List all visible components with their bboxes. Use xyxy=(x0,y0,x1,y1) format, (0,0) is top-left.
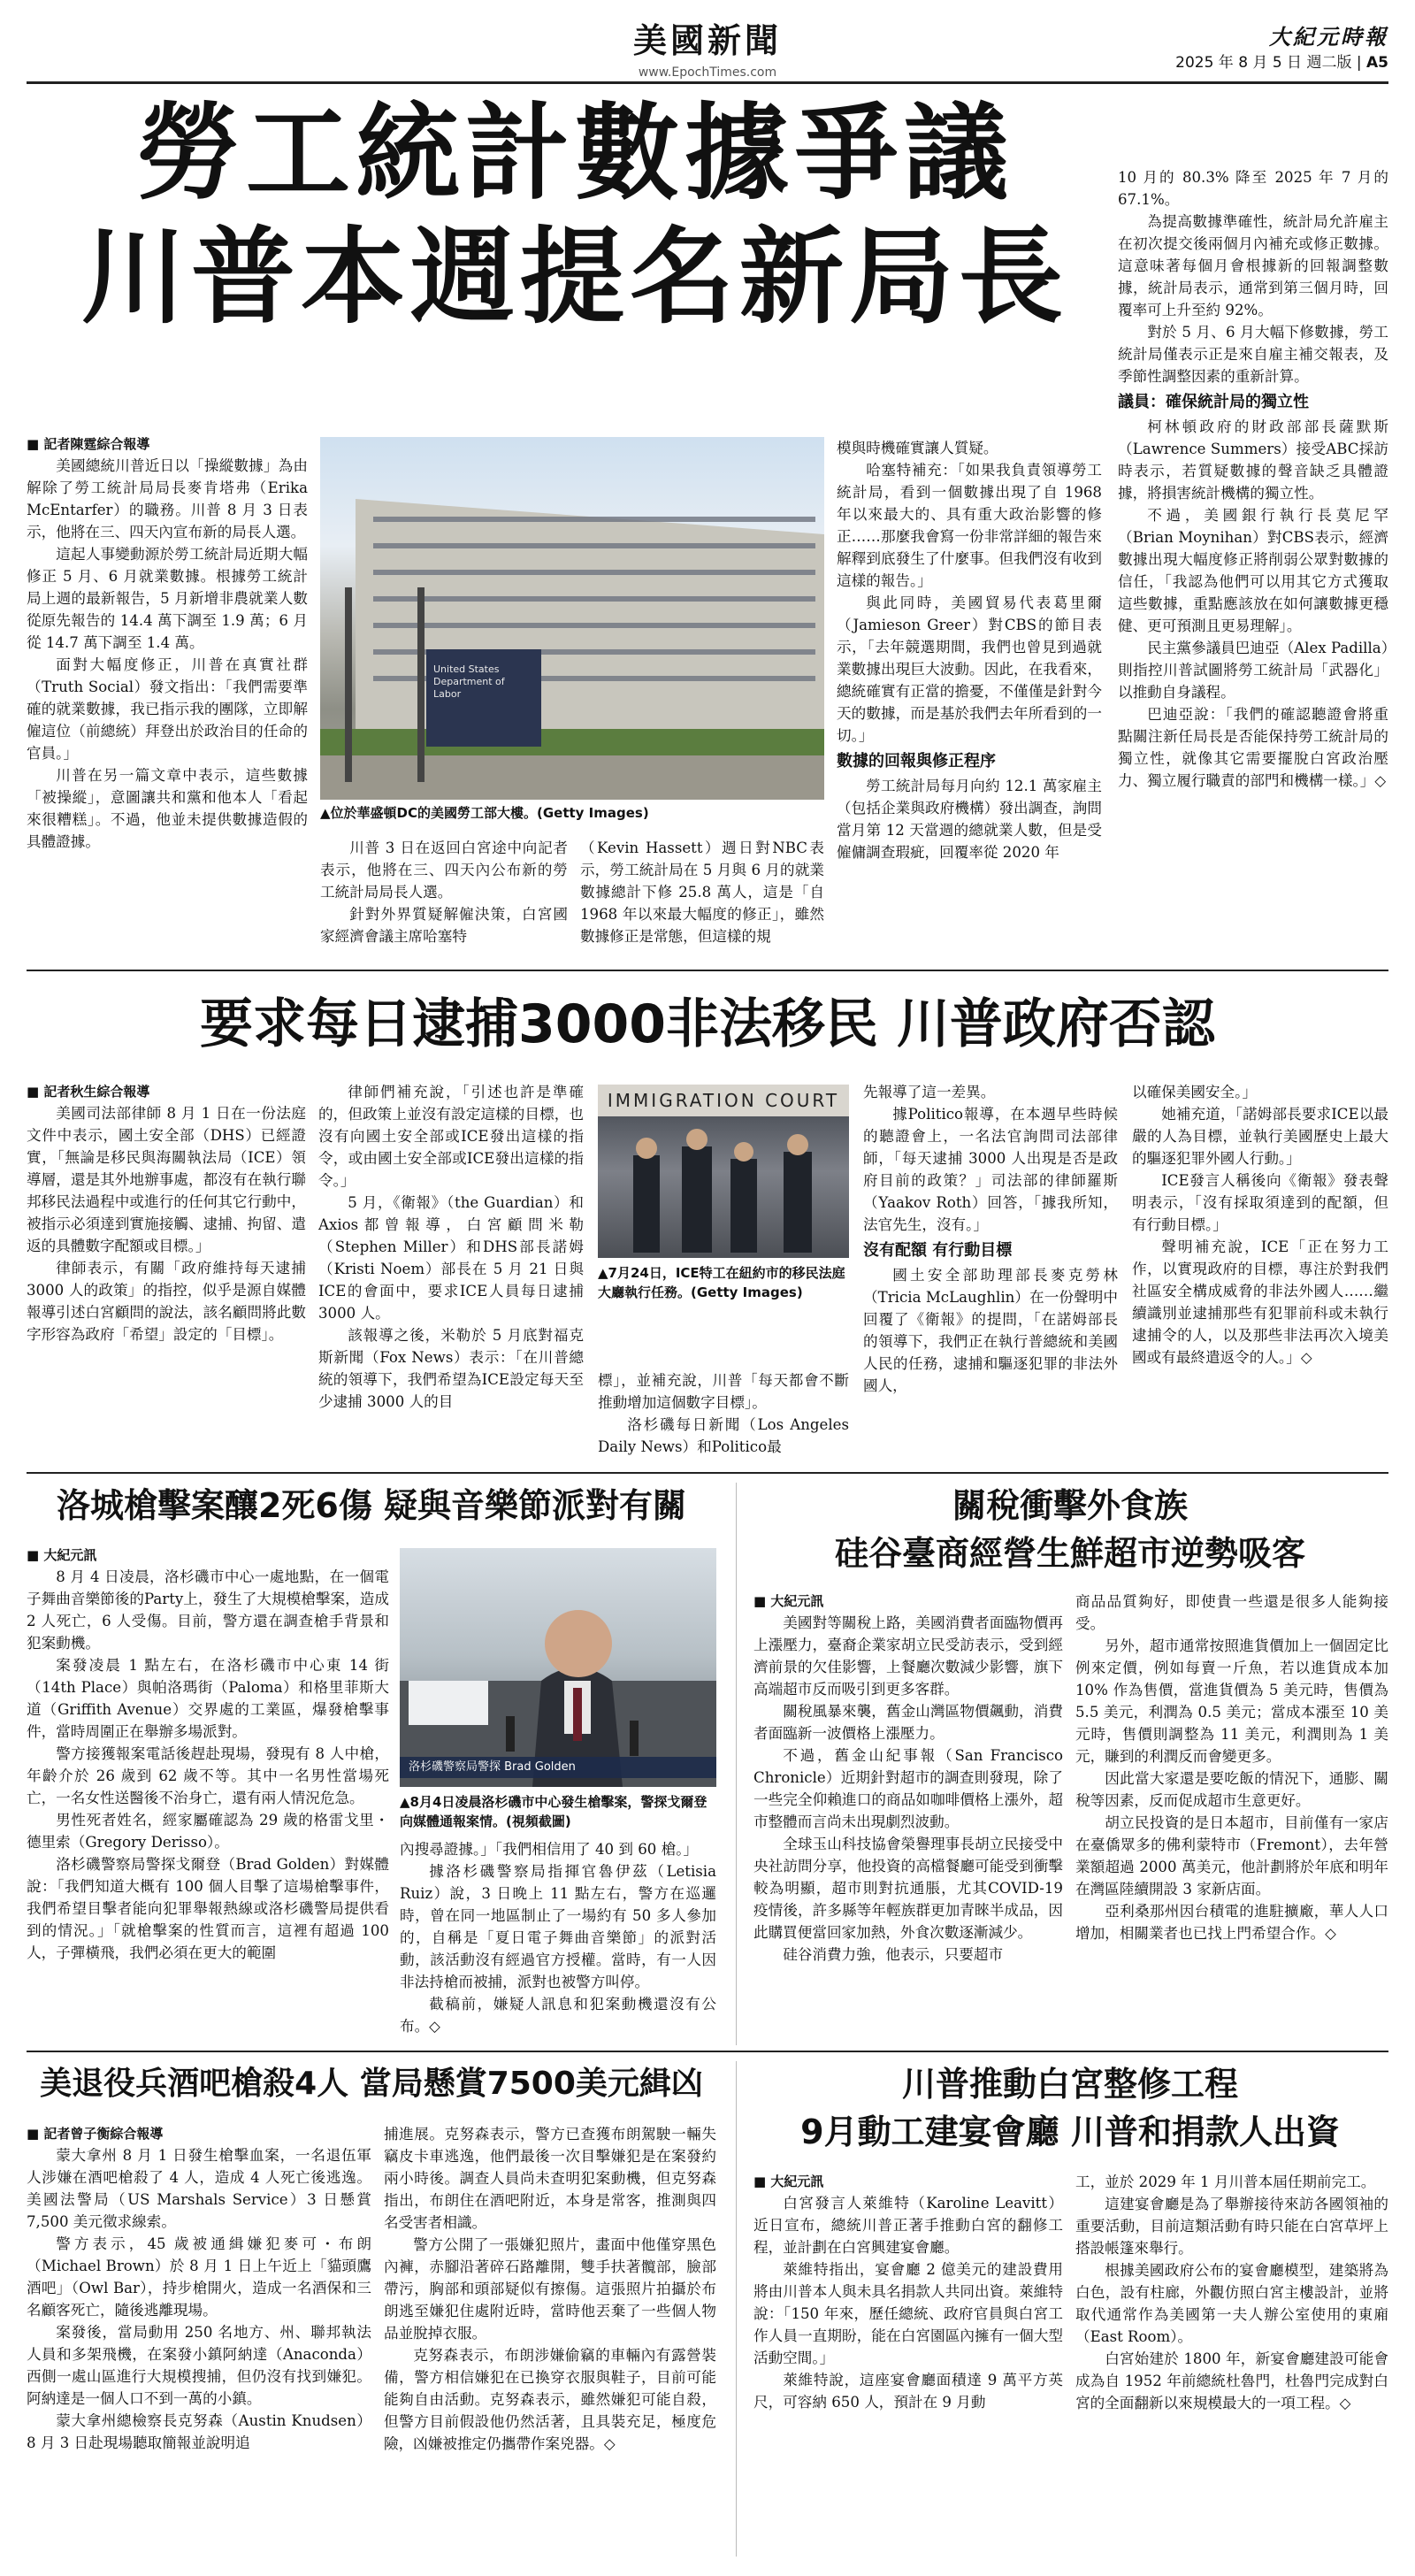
article2-col5 xyxy=(1132,1081,1388,1461)
divider xyxy=(27,970,1388,971)
paragraph: 警方表示，45 歲被通緝嫌犯麥可・布朗（Michael Brown）於 8 月 1 日上午近上「貓頭鷹酒吧」（Owl Bar），持步槍開火，造成一名酒保和三名顧客死亡，隨後逃離現場。 xyxy=(27,2235,371,2319)
article1-subhead-data: 數據的回報與修正程序 xyxy=(837,752,996,770)
article5-byline: ■ 記者曾子衡綜合報導 xyxy=(27,2123,371,2144)
paragraph: 川普在另一篇文章中表示，這些數據「被操縱」，意圖讓共和黨和他本人「看起來很糟糕」。不過，他並未提供數據造假的具體證據。 xyxy=(27,767,308,850)
paragraph: 律師表示，有關「政府維持每天逮捕 3000 人的政策」的指控，似乎是源自媒體報導引述白宮顧問的說法，該名顧問將此數字形容為政府「希望」設定的「目標」。 xyxy=(27,1260,306,1343)
website-url: www.EpochTimes.com xyxy=(638,65,777,80)
paragraph: 川普 3 日在返回白宮途中向記者表示，他將在三、四天內公布新的勞工統計局局長人選。 xyxy=(320,840,568,901)
paragraph: 另外，超市通常按照進貨價加上一個固定比例來定價，例如每賣一斤魚，若以進貨成本加 10% 作為售價，當進貨價為 5 美元時，售價為 5.5 美元，利潤為 0.5 美元；當成本漲至 10 美元時，售價則調整為 11 美元，利潤則為 1 美元，賺到的利潤反而會變更多。 xyxy=(1075,1637,1388,1765)
paragraph: ICE發言人稱後向《衛報》發表聲明表示，「沒有採取須達到的配額，但有行動目標。」 xyxy=(1132,1172,1388,1233)
paragraph: 這建宴會廳是為了舉辦接待來訪各國領袖的重要活動，目前這類活動有時只能在白宮草坪上搭設帳篷來舉行。 xyxy=(1075,2196,1388,2257)
article1-col2 xyxy=(320,837,568,955)
paragraph: 工，並於 2029 年 1 月川普本屆任期前完工。 xyxy=(1075,2174,1376,2190)
paragraph: 勞工統計局每月向約 12.1 萬家雇主（包括企業與政府機構）發出調查，詢問當月第 12 天當週的總就業人數，但是受僱傭調查瑕疵，回覆率從 2020 年 xyxy=(837,778,1102,861)
article2-col1 xyxy=(27,1081,306,1461)
article6-col2 xyxy=(1075,2171,1388,2558)
article1-col3 xyxy=(580,837,824,955)
labor-department-photo xyxy=(320,437,824,800)
paragraph: 案發凌晨 1 點左右，在洛杉磯市中心東 14 街（14th Place）與帕洛瑪街（Paloma）和格里菲斯大道（Griffith Avenue）交界處的工業區，爆發槍擊事件，當時周圍正在舉辦多場派對。 xyxy=(27,1657,389,1740)
masthead-rule xyxy=(27,81,1388,84)
paragraph: 美國司法部律師 8 月 1 日在一份法庭文件中表示，國土安全部（DHS）已經證實，「無論是移民與海關執法局（ICE）領導層，還是其外地辦事處，都沒有在執行聯邦移民法過程中或進行的任何其它行動中，被指示必須達到實施接觸、逮捕、拘留、遣返的具體數字配額或目標。」 xyxy=(27,1105,306,1254)
article2-col2 xyxy=(318,1081,584,1461)
paragraph: （Kevin Hassett）週日對NBC表示，勞工統計局在 5 月與 6 月的就業數據總計下修 25.8 萬人，這是「自 1968 年以來最大幅度的修正」，雖然數據修正是常態，但這樣的規 xyxy=(580,840,824,945)
paragraph: 巴迪亞說：「我們的確認聽證會將重點關注新任局長是否能保持勞工統計局的獨立性，就像其它需要擺脫白宮政治壓力、獨立履行職責的部門和機構一樣。」◇ xyxy=(1118,706,1388,789)
paragraph: 白宮發言人萊維特（Karoline Leavitt）近日宣布，總統川普正著手推動白宮的翻修工程，並計劃在白宮興建宴會廳。 xyxy=(753,2195,1063,2256)
paragraph: 先報導了這一差異。 xyxy=(863,1084,996,1100)
article1-headline-line2: 川普本週提名新局長 xyxy=(80,216,1068,338)
article1-col1 xyxy=(27,433,308,955)
article6-headline-line2: 9月動工建宴會廳 川普和捐款人出資 xyxy=(800,2112,1340,2151)
article2-photo-caption: ▲7月24日，ICE特工在紐約市的移民法庭大廳執行任務。(Getty Images) xyxy=(598,1265,845,1300)
issue-date xyxy=(1044,50,1388,72)
paragraph: 男性死者姓名，經家屬確認為 29 歲的格雷戈里・德里索（Gregory Derisso）。 xyxy=(27,1812,389,1851)
paragraph: 8 月 4 日凌晨，洛杉磯市中心一處地點，在一個電子舞曲音樂節後的Party上，發生了大規模槍擊案，造成 2 人死亡，6 人受傷。目前，警方還在調查槍手背景和犯案動機。 xyxy=(27,1568,389,1652)
article3-col1 xyxy=(27,1545,389,2040)
paragraph: 關稅風暴來襲，舊金山灣區物價飆動，消費者面臨新一波價格上漲壓力。 xyxy=(753,1703,1063,1742)
page-number: A5 xyxy=(1366,54,1388,72)
paragraph: 美國總統川普近日以「操縱數據」為由解除了勞工統計局局長麥肯塔弗（Erika McEntarfer）的職務。川普 8 月 3 日表示，他將在三、四天內宣布新的局長人選。 xyxy=(27,457,308,540)
paragraph: 不過，舊金山紀事報（San Francisco Chronicle）近期針對超市的調查則發現，除了一些完全仰賴進口的商品如咖啡價格上漲外，超市整體而言尚未出現劇烈波動。 xyxy=(753,1747,1063,1830)
paragraph: 洛杉磯每日新聞（Los Angeles Daily News）和Politico最 xyxy=(598,1416,849,1455)
paragraph: 為提高數據準確性，統計局允許雇主在初次提交後兩個月內補充或修正數據。這意味著每個月會根據新的回報調整數據，統計局表示，通常到第三個月時，回覆率可上升至約 92%。 xyxy=(1118,213,1388,318)
paragraph: 內搜尋證據。」「我們相信用了 40 到 60 槍。」 xyxy=(400,1841,699,1858)
article4-headline-line1: 關稅衝擊外食族 xyxy=(952,1486,1188,1525)
article1-byline: ■ 記者陳霆綜合報導 xyxy=(27,433,308,455)
paragraph: 克努森表示，布朗涉嫌偷竊的車輛內有露營裝備，警方相信嫌犯在已換穿衣服與鞋子，目前可能能夠自由活動。克努森表示，雖然嫌犯可能自殺，但警方目前假設他仍然活著，且具裝充足，極度危險，凶嫌被推定仍攜帶作案兇器。◇ xyxy=(384,2347,716,2452)
paragraph: 警方公開了一張嫌犯照片，畫面中他僅穿黑色內褲，赤腳沿著碎石路離開，雙手扶著髖部，臉部帶污，胸部和頭部疑似有擦傷。這張照片拍攝於布朗逃至嫌犯住處附近時，當時他丟棄了一些個人物品並脫掉衣服。 xyxy=(384,2236,716,2342)
article4-col1 xyxy=(753,1591,1063,2040)
lower-third-caption: 洛杉磯警察局警探 Brad Golden xyxy=(409,1760,576,1774)
detective-press-photo xyxy=(400,1548,716,1787)
immigration-court-photo xyxy=(598,1085,849,1258)
article3-photo-caption: ▲8月4日凌晨洛杉磯市中心發生槍擊案，警探戈爾登向媒體通報案情。(視頻截圖) xyxy=(400,1794,708,1829)
article5-col1 xyxy=(27,2123,371,2558)
paragraph: 國土安全部助理部長麥克勞林（Tricia McLaughlin）在一份聲明中回覆了《衛報》的提問，「在諾姆部長的領導下，我們正在執行普總統和美國人民的任務，逮捕和驅逐犯罪的非法外國人， xyxy=(863,1267,1118,1394)
paragraph: 美國對等關稅上路，美國消費者面臨物價再上漲壓力，臺裔企業家胡立民受訪表示，受到經濟前景的欠佳影響，上餐廳次數減少影響，旗下高端超市反而吸引到更多客群。 xyxy=(753,1614,1063,1698)
paragraph: 亞利桑那州因台積電的進駐擴廠，華人人口增加，相關業者也已找上門希望合作。◇ xyxy=(1075,1903,1388,1942)
article2-byline: ■ 記者秋生綜合報導 xyxy=(27,1081,306,1102)
article1-subhead-independence: 議員：確保統計局的獨立性 xyxy=(1118,393,1309,411)
paragraph: 5 月，《衛報》（the Guardian）和Axios都曾報導，白宮顧問米勒（Stephen Miller）和DHS部長諾姆（Kristi Noem）部長在 5 月 21 日與ICE的會面中，要求ICE人員每日逮捕 3000 人。 xyxy=(318,1194,584,1322)
article4-headline-line2: 硅谷臺商經營生鮮超市逆勢吸客 xyxy=(834,1534,1305,1573)
press-briefing-illustration xyxy=(400,1548,716,1787)
paragraph: 聲明補充說，ICE「正在努力工作，以實現政府的目標，專注於對我們社區安全構成威脅的非法外國人……繼續識別並逮捕那些有犯罪前科或未執行逮捕令的人，以及那些非法再次入境美國或有最終遣返令的人。」◇ xyxy=(1132,1238,1388,1366)
paragraph: 這起人事變動源於勞工統計局近期大幅修正 5 月、6 月就業數據。根據勞工統計局上週的最新報告，5 月新增非農就業人數從原先報告的 14.4 萬下調至 1.9 萬；6 月從 14.7 萬下調至 1.4 萬。 xyxy=(27,546,308,651)
department-sign: United States Department of Labor xyxy=(433,663,505,700)
article5-headline: 美退役兵酒吧槍殺4人 當局懸賞7500美元緝凶 xyxy=(40,2066,703,2102)
paragraph: 以確保美國安全。」 xyxy=(1132,1084,1258,1100)
paragraph: 民主黨參議員巴迪亞（Alex Padilla）則指控川普試圖將勞工統計局「武器化」以推動自身議程。 xyxy=(1118,640,1388,701)
paragraph: 據洛杉磯警察局指揮官魯伊茲（Letisia Ruiz）說，3 日晚上 11 點左右，警方在巡邏時，曾在同一地區制止了一場約有 50 多人參加的，自稱是「夏日電子舞曲音樂節」的派對活動，該活動沒有經過官方授權。當時，有一人因非法持槍而被捕，派對也被警方叫停。 xyxy=(400,1863,716,1990)
building-illustration xyxy=(320,437,824,800)
paragraph: 不過，美國銀行執行長莫尼罕（Brian Moynihan）對CBS表示，經濟數據出現大幅度修正將削弱公眾對數據的信任，「我認為他們可以用其它方式獲取這些數據，重點應該放在如何讓數據更穩健、更可預測且更易理解」。 xyxy=(1118,507,1388,634)
paragraph: 對於 5 月、6 月大幅下修數據，勞工統計局僅表示正是來自雇主補交報表，及季節性調整因素的重新計算。 xyxy=(1118,324,1388,385)
divider xyxy=(27,1472,1388,1474)
paragraph: 柯林頓政府的財政部部長薩默斯（Lawrence Summers）接受ABC採訪時表示，若質疑數據的聲音缺乏具體證據，將損害統計機構的獨立性。 xyxy=(1118,418,1388,502)
article3-headline: 洛城槍擊案釀2死6傷 疑與音樂節派對有關 xyxy=(56,1486,687,1525)
paragraph: 警方接獲報案電話後趕赴現場，發現有 8 人中槍，年齡介於 26 歲到 62 歲不等。其中一名男性當場死亡，一名女性送醫後不治身亡，還有兩人情況危急。 xyxy=(27,1745,389,1806)
section-title: 美國新聞 xyxy=(632,21,782,60)
paragraph: 與此同時，美國貿易代表葛里爾（Jamieson Greer）對CBS的節目表示，「去年競選期間，我們也曾見到過就業數據出現巨大波動。因此，在我看來，總統確實有正當的擔憂，不僅僅是針對今天的數據，而是基於我們去年所看到的一切。」 xyxy=(837,594,1102,744)
article4-col2 xyxy=(1075,1591,1388,2040)
article4-byline: ■ 大紀元訊 xyxy=(753,1591,1063,1612)
court-sign: IMMIGRATION COURT xyxy=(607,1090,840,1111)
paragraph: 律師們補充說，「引述也許是準確的，但政策上並沒有設定這樣的目標，也沒有向國土安全部或ICE發出這樣的指令，或由國土安全部或ICE發出這樣的指令。」 xyxy=(318,1084,584,1189)
article1-col5 xyxy=(1118,166,1388,955)
article3-col2 xyxy=(400,1838,716,2040)
article3-byline: ■ 大紀元訊 xyxy=(27,1545,389,1566)
article2-subhead: 沒有配額 有行動目標 xyxy=(863,1241,1013,1260)
paragraph: 萊維特說，這座宴會廳面積達 9 萬平方英尺，可容納 650 人，預計在 9 月動 xyxy=(753,2372,1063,2411)
column-divider xyxy=(736,2061,737,2557)
paragraph: 洛杉磯警察局警探戈爾登（Brad Golden）對媒體說：「我們知道大概有 100 個人目擊了這場槍擊事件，我們希望目擊者能向犯罪舉報熱線或洛杉磯警局提供看到的情況。」「就槍擊案的性質而言，這裡有超過 100 人，子彈橫飛，我們必須在更大的範圍 xyxy=(27,1856,389,1961)
paragraph: 10 月的 80.3% 降至 2025 年 7 月的 67.1%。 xyxy=(1118,169,1388,208)
paragraph: 模與時機確實讓人質疑。 xyxy=(837,440,998,456)
article6-headline-line1: 川普推動白宮整修工程 xyxy=(901,2065,1238,2104)
article2-col3 xyxy=(598,1369,849,1461)
paragraph: 硅谷消費力強，他表示，只要超市 xyxy=(783,1946,1004,1963)
article2-col4 xyxy=(863,1081,1118,1461)
paragraph: 針對外界質疑解僱決策，白宮國家經濟會議主席哈塞特 xyxy=(320,906,568,945)
paragraph: 根據美國政府公布的宴會廳模型，建築將為白色，設有柱廊，外觀仿照白宮主樓設計，並將取代通常作為美國第一夫人辦公室使用的東廂（East Room）。 xyxy=(1075,2262,1388,2345)
paragraph: 蒙大拿州總檢察長克努森（Austin Knudsen）8 月 3 日赴現場聽取簡報並說明追 xyxy=(27,2412,371,2451)
paragraph: 據Politico報導，在本週早些時候的聽證會上，一名法官詢問司法部律師，「每天逮捕 3000 人出現是否是政府目前的政策？」司法部的律師羅斯（Yaakov Roth）回答，「據我所知，法官先生，沒有。」 xyxy=(863,1106,1118,1233)
paragraph: 胡立民投資的是日本超市，目前僅有一家店在臺僑眾多的佛利蒙特市（Fremont），去年營業額超過 2000 萬美元，他計劃將於年底和明年在灣區陸續開設 3 家新店面。 xyxy=(1075,1814,1388,1898)
paragraph: 哈塞特補充：「如果我負責領導勞工統計局，看到一個數據出現了自 1968 年以來最大的、具有重大政治影響的修正……那麼我會寫一份非常詳細的報告來解釋到底發生了什麼事。但我們沒有收到這樣的報告。」 xyxy=(837,462,1102,589)
paragraph: 白宮始建於 1800 年，新宴會廳建設可能會成為自 1952 年前總統杜魯門，杜魯門完成對白宮的全面翻新以來規模最大的一項工程。◇ xyxy=(1075,2350,1388,2411)
paragraph: 蒙大拿州 8 月 1 日發生槍擊血案，一名退伍軍人涉嫌在酒吧槍殺了 4 人，造成 4 人死亡後逃逸。美國法警局（US Marshals Service）3 日懸賞 7,500 美元徵求線索。 xyxy=(27,2147,371,2230)
divider xyxy=(27,2051,1388,2052)
article2-headline: 要求每日逮捕3000非法移民 川普政府否認 xyxy=(200,993,1215,1055)
article1-headline-line1: 勞工統計數據爭議 xyxy=(135,92,1013,214)
paragraph: 商品品質夠好，即使貴一些還是很多人能夠接受。 xyxy=(1075,1593,1388,1632)
paragraph: 面對大幅度修正，川普在真實社群（Truth Social）發文指出：「我們需要準確的就業數據，我已指示我的團隊，立即解僱這位（前總統）拜登出於政治目的任命的官員。」 xyxy=(27,656,308,762)
article5-col2 xyxy=(384,2123,716,2558)
article6-byline: ■ 大紀元訊 xyxy=(753,2171,1063,2192)
paragraph: 該報導之後，米勒於 5 月底對福克斯新聞（Fox News）表示：「在川普總統的領導下，我們希望為ICE設定每天至少逮捕 3000 人的目 xyxy=(318,1327,584,1410)
column-divider xyxy=(736,1483,737,2045)
article1-col4 xyxy=(837,437,1102,955)
article1-photo-caption: ▲位於華盛頓DC的美國勞工部大樓。(Getty Images) xyxy=(320,805,649,821)
paragraph: 萊維特指出，宴會廳 2 億美元的建設費用將由川普本人與未具名捐款人共同出資。萊維特說：「150 年來，歷任總統、政府官員與白宮工作人員一直期盼，能在白宮園區內擁有一個大型活動空間。」 xyxy=(753,2261,1063,2366)
paragraph: 她補充道，「諾姆部長要求ICE以最嚴的人為目標，並執行美國歷史上最大的驅逐犯罪外國人行動。」 xyxy=(1132,1106,1388,1167)
paragraph: 標」，並補充說，川普「每天都會不斷推動增加這個數字目標」。 xyxy=(598,1372,849,1411)
date-separator: | xyxy=(1356,54,1366,72)
paragraph: 因此當大家還是要吃飯的情況下，通膨、關稅等因素，反而促成超市生意更好。 xyxy=(1075,1770,1388,1809)
paragraph: 案發後，當局動用 250 名地方、州、聯邦執法人員和多架飛機，在案發小鎮阿納達（Anaconda）西側一處山區進行大規模搜捕，但仍沒有找到嫌犯。阿納達是一個人口不到一萬的小鎮。 xyxy=(27,2324,371,2407)
paragraph: 全球玉山科技協會榮譽理事長胡立民接受中央社訪問分享，他投資的高檔餐廳可能受到衝擊較為明顯，超市則對抗通脹，尤其COVID-19疫情後，許多縣等年輕族群更加青睞半成品，因此購買便當回家加熱，外食次數逐漸減少。 xyxy=(753,1836,1063,1941)
date-text: 2025 年 8 月 5 日 週二版 xyxy=(1175,54,1352,72)
paragraph: 截稿前，嫌疑人訊息和犯案動機還沒有公布。◇ xyxy=(400,1996,716,2035)
paragraph: 捕進展。克努森表示，警方已查獲布朗駕駛一輛失竊皮卡車逃逸，他們最後一次目擊嫌犯是在案發約兩小時後。調查人員尚未查明犯案動機，但克努森指出，布朗住在酒吧附近，本身是常客，推測與四名受害者相識。 xyxy=(384,2126,716,2231)
article6-col1 xyxy=(753,2171,1063,2558)
paper-name: 大紀元時報 xyxy=(1269,24,1388,50)
